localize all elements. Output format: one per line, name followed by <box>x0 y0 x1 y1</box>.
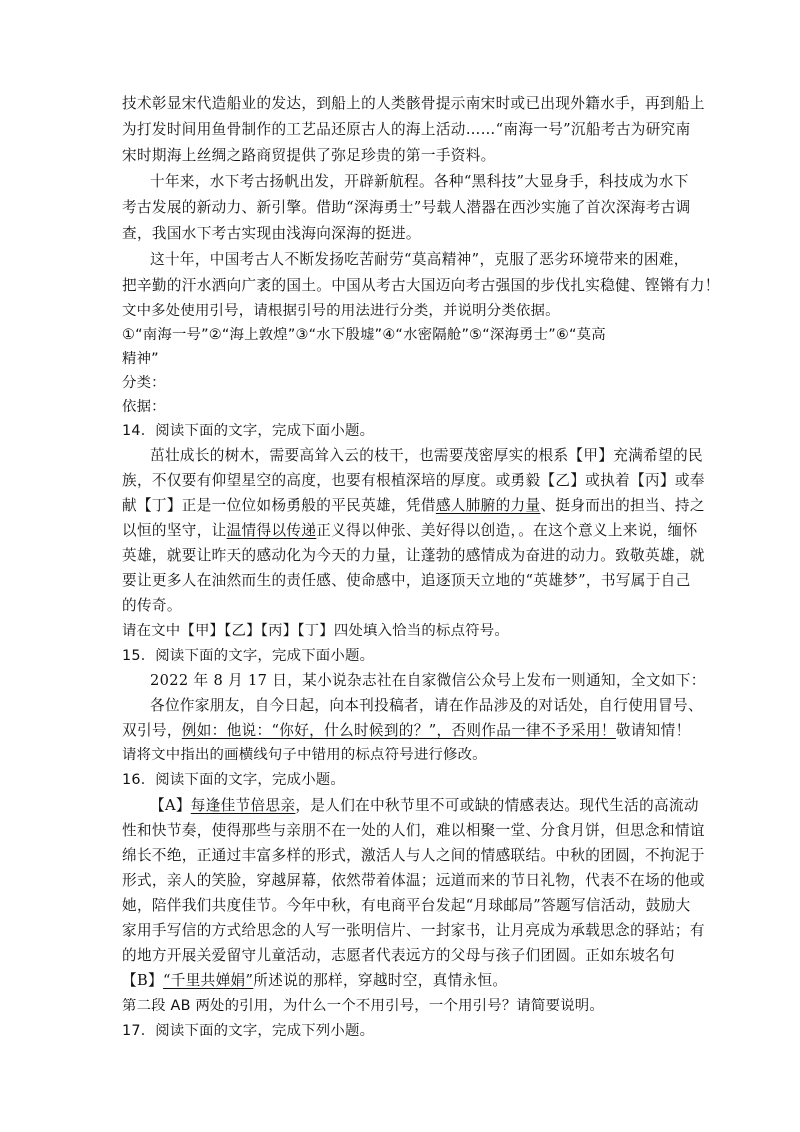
passage-line: 【A】每逢佳节倍思亲，是人们在中秋节里不可或缺的情感表达。现代生活的高流动 <box>150 797 699 814</box>
underlined-quote-a: 每逢佳节倍思亲 <box>190 797 296 814</box>
passage-line: 家用手写信的方式给思念的人写一张明信片、一封家书，让月亮成为承载思念的驿站；有 <box>122 922 705 939</box>
answer-label-basis: 依据： <box>122 399 166 415</box>
answer-label-classify: 分类： <box>122 375 166 391</box>
passage-line: 2022 年 8 月 17 日，某小说杂志社在自家微信公众号上发布一则通知，全文如下： <box>150 672 706 689</box>
question-prompt: 第二段 AB 两处的引用，为什么一个不用引号，一个用引号？请简要说明。 <box>122 998 604 1014</box>
passage-line: 十年来，水下考古扬帆出发，开辟新航程。各种“黑科技”大显身手，科技成为水下 <box>150 173 689 190</box>
underlined-sentence: 例如：他说：“你好，什么时候到的？”，否则作品一律不予采用！ <box>181 722 616 739</box>
passage-line: 献【丁】正是一位位如杨勇般的平民英雄，凭借感人肺腑的力量、挺身而出的担当、持之 <box>122 497 705 514</box>
passage-line: 技术彰显宋代造船业的发达，到船上的人类骸骨提示南宋时或已出现外籍水手，再到船上 <box>122 95 705 112</box>
passage-line: 查，我国水下考古实现由浅海向深海的挺进。 <box>122 225 421 242</box>
underlined-phrase: 感人肺腑的力量 <box>435 497 541 514</box>
passage-line: 茁壮成长的树木，需要高耸入云的枝干，也需要茂密厚实的根系【甲】充满希望的民 <box>150 447 703 464</box>
passage-line: 她，陪伴我们共度佳节。今年中秋，有电商平台发起“月球邮局”答题写信活动，鼓励大 <box>122 897 691 914</box>
passage-line: 英雄，就要让昨天的感动化为今天的力量，让蓬勃的感情成为奋进的动力。致敬英雄，就 <box>122 547 705 564</box>
quote-options: 精神” <box>122 351 159 367</box>
passage-line: 【B】“千里共婵娟”所述说的那样，穿越时空，真情永恒。 <box>122 972 508 989</box>
passage-line: 各位作家朋友，自今日起，向本刊投稿者，请在作品涉及的对话处，自行使用冒号、 <box>150 697 703 714</box>
passage-line: 考古发展的新动力、新引擎。借助“深海勇士”号载人潜器在西沙实施了首次深海考古调 <box>122 199 691 216</box>
question-heading: 15．阅读下面的文字，完成下面小题。 <box>122 648 375 664</box>
passage-line: 为打发时间用鱼骨制作的工艺品还原古人的海上活动……“南海一号”沉船考古为研究南 <box>122 121 691 138</box>
passage-line: 要让更多人在油然而生的责任感、使命感中，追逐顶天立地的“英雄梦”，书写属于自己 <box>122 572 691 589</box>
passage-line: 双引号，例如：他说：“你好，什么时候到的？”，否则作品一律不予采用！敬请知情！ <box>122 722 691 739</box>
passage-line: 族，不仅要有仰望星空的高度，也要有根植深培的厚度。或勇毅【乙】或执着【丙】或奉 <box>122 472 705 489</box>
question-prompt: 请将文中指出的画横线句子中错用的标点符号进行修改。 <box>122 747 487 763</box>
question-heading: 14．阅读下面的文字，完成下面小题。 <box>122 423 375 439</box>
passage-line: 的传奇。 <box>122 597 182 614</box>
underlined-quote-b: “千里共婵娟” <box>162 972 254 989</box>
quote-options: ①“南海一号”②“海上敦煌”③“水下殷墟”④“水密隔舱”⑤“深海勇士”⑥“莫高 <box>122 327 606 343</box>
passage-line: 绵长不绝，正通过丰富多样的形式，激活人与人之间的情感联结。中秋的团圆，不拘泥于 <box>122 847 705 864</box>
passage-line: 把辛勤的汗水洒向广袤的国土。中国从考古大国迈向考古强国的步伐扎实稳健、铿锵有力！ <box>122 277 720 294</box>
passage-line: 这十年，中国考古人不断发扬吃苦耐劳“莫高精神”，克服了恶劣环境带来的困难， <box>150 251 689 268</box>
question-prompt: 文中多处使用引号，请根据引号的用法进行分类，并说明分类依据。 <box>122 303 560 319</box>
underlined-phrase: 温情得以传递 <box>226 522 317 539</box>
passage-line: 宋时期海上丝绸之路商贸提供了弥足珍贵的第一手资料。 <box>122 147 496 164</box>
question-prompt: 请在文中【甲】【乙】【丙】【丁】四处填入恰当的标点符号。 <box>122 623 509 639</box>
passage-line: 的地方开展关爱留守儿童活动，志愿者代表远方的父母与孩子们团圆。正如东坡名句 <box>122 947 675 964</box>
passage-line: 性和快节奏，使得那些与亲朋不在一处的人们，难以相聚一堂、分食月饼，但思念和情谊 <box>122 822 705 839</box>
passage-line: 以恒的坚守，让温情得以传递正义得以伸张、美好得以创造，。在这个意义上来说，缅怀 <box>122 522 698 539</box>
question-heading: 16．阅读下面的文字，完成小题。 <box>122 772 345 788</box>
passage-line: 形式，亲人的笑脸，穿越屏幕，依然带着体温；远道而来的节日礼物，代表不在场的他或 <box>122 872 705 889</box>
question-heading: 17．阅读下面的文字，完成下列小题。 <box>122 1023 375 1039</box>
